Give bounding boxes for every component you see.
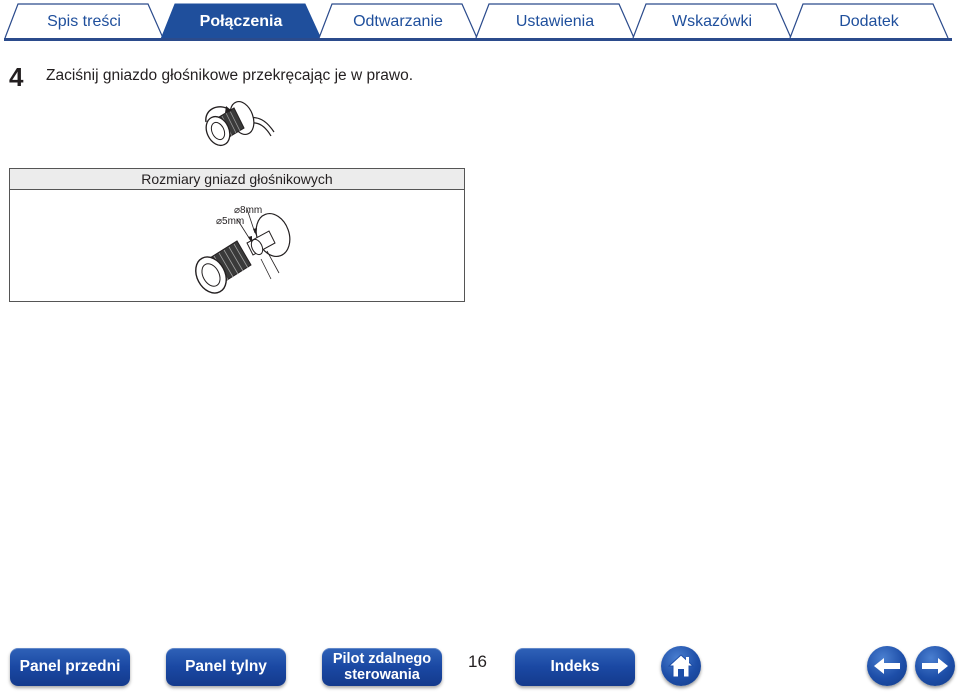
tab-label: Połączenia: [199, 12, 283, 30]
tab-connections[interactable]: [161, 3, 321, 38]
index-button[interactable]: [515, 648, 635, 686]
tab-label: Odtwarzanie: [353, 12, 443, 30]
front-panel-button[interactable]: [10, 648, 130, 686]
terminal-size-illustration: [185, 203, 305, 299]
arrow-left-icon: [872, 656, 902, 676]
tab-contents[interactable]: [4, 3, 164, 38]
rear-panel-button[interactable]: [166, 648, 286, 686]
rear-panel-label: Panel tylny: [185, 658, 267, 675]
index-label: Indeks: [550, 658, 600, 675]
remote-control-button[interactable]: [322, 648, 442, 686]
outer-diameter-label: ⌀8mm: [234, 205, 263, 216]
tab-label: Spis treści: [47, 12, 121, 30]
tab-appendix[interactable]: [789, 3, 949, 38]
previous-page-button[interactable]: [867, 646, 907, 686]
arrow-right-icon: [920, 656, 950, 676]
home-button[interactable]: [661, 646, 701, 686]
tab-playback[interactable]: [318, 3, 478, 38]
terminal-size-box: [9, 168, 465, 302]
tab-settings[interactable]: [475, 3, 635, 38]
tab-bar: [0, 0, 960, 42]
page-number: 16: [468, 652, 487, 671]
next-page-button[interactable]: [915, 646, 955, 686]
tab-tips[interactable]: [632, 3, 792, 38]
remote-label-line2: sterowania: [344, 667, 420, 683]
home-icon: [667, 653, 695, 679]
tab-label: Dodatek: [839, 12, 899, 30]
inner-diameter-label: ⌀5mm: [216, 216, 245, 227]
size-box-header: Rozmiary gniazd głośnikowych: [10, 169, 464, 190]
front-panel-label: Panel przedni: [19, 658, 121, 675]
tab-label: Wskazówki: [671, 12, 752, 30]
tab-label: Ustawienia: [515, 12, 595, 30]
terminal-twist-illustration: [196, 98, 278, 152]
inner-diameter-value: 5mm: [222, 216, 245, 227]
tab-underline: [4, 38, 952, 41]
remote-label-line1: Pilot zdalnego: [332, 651, 432, 667]
step-instruction: Zaciśnij gniazdo głośnikowe przekręcając je w prawo.: [46, 67, 414, 84]
outer-diameter-value: 8mm: [240, 205, 263, 216]
step-number: 4: [9, 62, 24, 92]
